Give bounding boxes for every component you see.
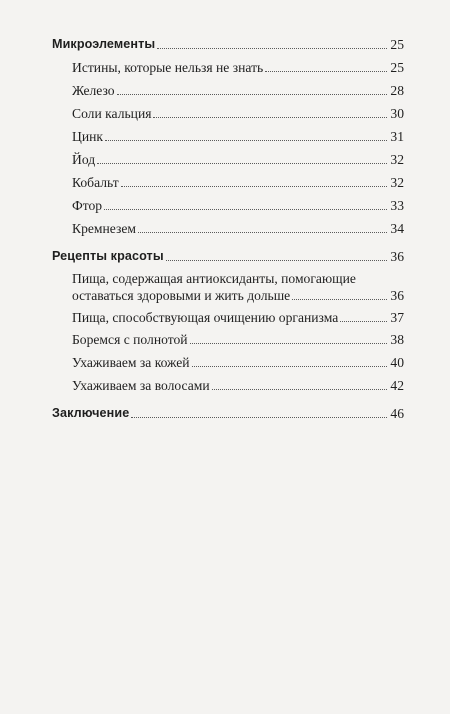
toc-entry-label: Боремся с полнотой xyxy=(72,332,188,347)
dot-leader xyxy=(192,366,388,367)
toc-entry-cleansing-food[interactable] xyxy=(72,309,404,326)
dot-leader xyxy=(190,343,388,344)
toc-page-number: 40 xyxy=(390,355,404,370)
toc-entry-label: Цинк xyxy=(72,129,103,144)
toc-page-number: 30 xyxy=(390,106,404,121)
toc-page-number: 25 xyxy=(390,60,404,75)
dot-leader xyxy=(105,140,387,141)
toc-page-number: 32 xyxy=(390,175,404,190)
toc-page-number: 31 xyxy=(390,129,404,144)
toc-page-number: 33 xyxy=(390,198,404,213)
toc-entry-fighting-weight[interactable] xyxy=(72,331,404,348)
toc-entry-calcium-salts[interactable] xyxy=(72,105,404,122)
toc-page-number: 38 xyxy=(390,332,404,347)
dot-leader xyxy=(97,163,387,164)
toc-page-number: 36 xyxy=(390,249,404,264)
toc-entry-hair-care[interactable] xyxy=(72,377,404,394)
toc-entry-label: Заключение xyxy=(52,406,130,420)
toc-entry-label: Ухаживаем за волосами xyxy=(72,378,210,393)
toc-entry-silica[interactable] xyxy=(72,220,404,237)
toc-entry-antioxidant-food[interactable] xyxy=(72,270,404,306)
toc-page-number: 37 xyxy=(390,310,404,325)
toc-entry-skin-care[interactable] xyxy=(72,354,404,371)
toc-page-number: 32 xyxy=(390,152,404,167)
toc-entry-iodine[interactable] xyxy=(72,151,404,168)
toc-entry-iron[interactable] xyxy=(72,82,404,99)
dot-leader xyxy=(212,389,388,390)
toc-page-number: 42 xyxy=(390,378,404,393)
dot-leader xyxy=(121,186,388,187)
toc-entry-cobalt[interactable] xyxy=(72,174,404,191)
toc-entry-zinc[interactable] xyxy=(72,128,404,145)
dot-leader xyxy=(117,94,388,95)
toc-page-number: 28 xyxy=(390,83,404,98)
toc-page-number: 34 xyxy=(390,221,404,236)
toc-entry-label: Пища, способствующая очищению организма xyxy=(72,310,339,325)
dot-leader xyxy=(265,71,387,72)
dot-leader xyxy=(292,299,387,300)
toc-entry-label: Кремнезем xyxy=(72,221,136,236)
toc-entry-label: Железо xyxy=(72,83,115,98)
toc-entry-label: Истины, которые нельзя не знать xyxy=(72,60,264,75)
toc-entry-fluorine[interactable] xyxy=(72,197,404,214)
toc-entry-truths[interactable] xyxy=(72,59,404,76)
dot-leader xyxy=(153,117,387,118)
toc-entry-label-line1: Пища, содержащая антиоксиданты, помогающие xyxy=(72,271,356,286)
toc-entry-line2 xyxy=(72,287,404,304)
dot-leader xyxy=(340,321,387,322)
toc-entry-label: Фтор xyxy=(72,198,103,213)
toc-entry-label: Кобальт xyxy=(72,175,119,190)
toc-section-microelements[interactable] xyxy=(52,36,404,53)
dot-leader xyxy=(138,232,387,233)
toc-entry-label-line2: оставаться здоровыми и жить дольше xyxy=(72,288,291,303)
toc-section-beauty-recipes[interactable] xyxy=(52,248,404,265)
toc-entry-label: Рецепты красоты xyxy=(52,249,164,263)
toc-page-number: 36 xyxy=(390,288,404,303)
dot-leader xyxy=(166,260,388,261)
toc-entry-label: Соли кальция xyxy=(72,106,152,121)
toc-page-number: 46 xyxy=(390,406,404,421)
toc-entry-label: Ухаживаем за кожей xyxy=(72,355,190,370)
toc-entry-label: Микроэлементы xyxy=(52,37,156,51)
dot-leader xyxy=(157,48,387,49)
toc-section-conclusion[interactable] xyxy=(52,405,404,422)
dot-leader xyxy=(104,209,387,210)
dot-leader xyxy=(131,417,387,418)
toc-page-number: 25 xyxy=(390,37,404,52)
toc-entry-label: Йод xyxy=(72,152,96,167)
